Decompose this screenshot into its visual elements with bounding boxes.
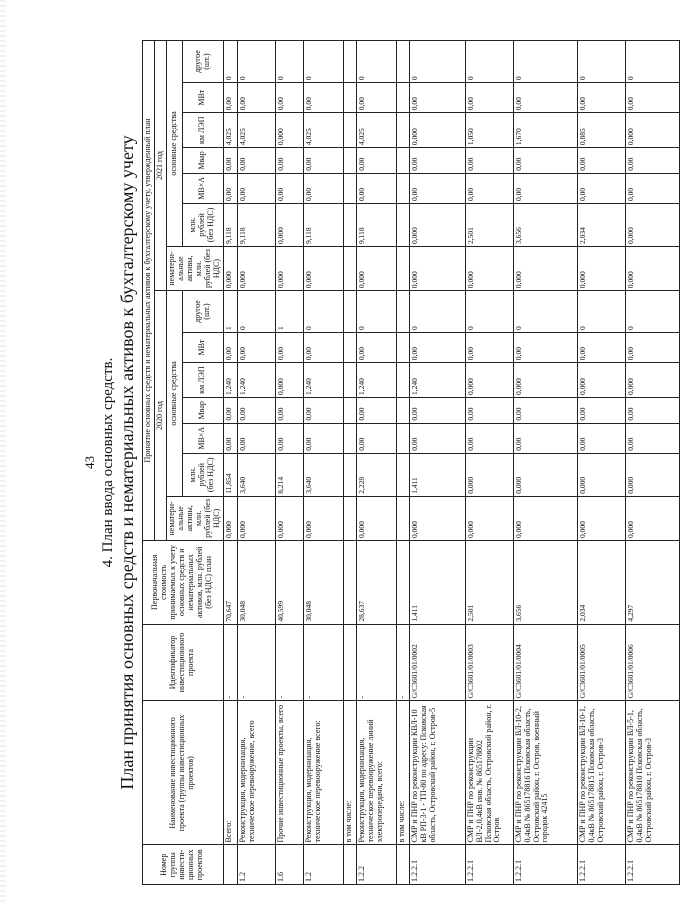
row-value — [396, 246, 409, 290]
row-num: 1.2 — [303, 845, 343, 885]
row-cost — [343, 540, 356, 624]
row-value — [396, 203, 409, 246]
row-value: 0,000 — [577, 363, 625, 398]
table-row — [409, 41, 465, 885]
row-value: 0,000 — [465, 246, 513, 290]
row-value — [396, 332, 409, 362]
row-value: 0,00 — [513, 83, 577, 113]
row-value: 0,00 — [409, 148, 465, 174]
row-value: 0 — [409, 41, 465, 83]
row-value: 0,00 — [513, 423, 577, 453]
row-value: 4,025 — [237, 113, 275, 148]
row-value: 0,000 — [465, 496, 513, 540]
row-name: Всего: — [223, 701, 237, 845]
row-value — [343, 332, 356, 362]
rotated-content — [80, 40, 653, 885]
row-value: 0,00 — [465, 332, 513, 362]
row-value: 0 — [465, 291, 513, 333]
row-value: 0,000 — [577, 246, 625, 290]
row-name: СМР и ПНР по реконструкции ВЛ-10-2, 0,4кВ № 865178816 Псковская область, Островский район, г. Остров, военный городок 42415 — [513, 701, 577, 845]
row-value: 0 — [577, 41, 625, 83]
row-cost: 3,656 — [513, 540, 577, 624]
header-mw-2020: МВт — [183, 332, 224, 362]
row-value — [343, 113, 356, 148]
row-value: 0,00 — [465, 398, 513, 424]
row-value: 0,00 — [223, 398, 237, 424]
row-cost: 2,501 — [465, 540, 513, 624]
row-value: 0 — [513, 291, 577, 333]
row-value — [396, 148, 409, 174]
row-value: 0,00 — [303, 83, 343, 113]
row-value: 0,00 — [223, 83, 237, 113]
row-value: 0,00 — [625, 173, 679, 203]
header-other-2021: другое (шт.) — [183, 41, 224, 83]
row-value: 0,000 — [409, 113, 465, 148]
table-row — [223, 41, 237, 885]
row-value: 0,00 — [409, 423, 465, 453]
row-value — [396, 363, 409, 398]
row-cost: 30,048 — [237, 540, 275, 624]
row-value: 1,240 — [223, 363, 237, 398]
row-value: 0,000 — [275, 496, 303, 540]
row-value: 11,854 — [223, 453, 237, 496]
row-num: 1.2.2 — [356, 845, 396, 885]
row-value: 0,00 — [237, 173, 275, 203]
row-value: 0,00 — [409, 83, 465, 113]
row-value — [343, 423, 356, 453]
row-id: G/C3601/01/0006 — [625, 624, 679, 701]
row-value: 0,00 — [465, 173, 513, 203]
row-value — [396, 291, 409, 333]
table-row — [356, 41, 396, 885]
row-name: в том числе: — [396, 701, 409, 845]
row-cost: 4,297 — [625, 540, 679, 624]
row-value: 0,00 — [356, 423, 396, 453]
table-row — [577, 41, 625, 885]
row-value: 0 — [625, 291, 679, 333]
row-value — [343, 291, 356, 333]
row-value: 0,00 — [303, 398, 343, 424]
header-intangible-2021: нематери-альные активы, млн. рублей (без НДС) — [166, 246, 223, 290]
row-value: 0 — [625, 41, 679, 83]
row-value: 4,025 — [356, 113, 396, 148]
row-value: 0,00 — [577, 398, 625, 424]
row-value: 0,00 — [356, 83, 396, 113]
row-value: 0,00 — [513, 398, 577, 424]
row-num: 1.2.2.1 — [513, 845, 577, 885]
row-value: 0,000 — [577, 496, 625, 540]
row-value: 0,000 — [303, 496, 343, 540]
row-value: 0,000 — [513, 496, 577, 540]
row-value: 0,00 — [625, 398, 679, 424]
row-value — [396, 453, 409, 496]
row-name: Прочие инвестиционные проекты, всего — [275, 701, 303, 845]
row-value: 0,000 — [465, 363, 513, 398]
row-id: - — [356, 624, 396, 701]
row-value: 3,640 — [237, 453, 275, 496]
row-value: 4,025 — [303, 113, 343, 148]
header-km-2021: км ЛЭП — [183, 113, 224, 148]
row-value: 0,00 — [356, 173, 396, 203]
row-value: 9,118 — [303, 203, 343, 246]
row-value: 0,00 — [356, 332, 396, 362]
section-title: 4. План ввода основных средств. — [100, 357, 116, 568]
row-cost: 1,411 — [409, 540, 465, 624]
row-value: 0,000 — [409, 496, 465, 540]
row-value: 0,00 — [409, 332, 465, 362]
row-value: 2,501 — [465, 203, 513, 246]
row-value: 0,00 — [465, 148, 513, 174]
row-value: 1,411 — [409, 453, 465, 496]
row-value: 0,00 — [237, 148, 275, 174]
row-value — [343, 41, 356, 83]
header-year-2021: 2021 год — [154, 41, 166, 291]
row-value: 0 — [303, 41, 343, 83]
row-value: 0,000 — [237, 246, 275, 290]
row-name: в том числе: — [343, 701, 356, 845]
row-id: G/C3601/01/0002 — [409, 624, 465, 701]
header-num: Номер группы инвести-ционных проектов — [143, 845, 224, 885]
row-value — [343, 453, 356, 496]
row-value: 0,000 — [223, 496, 237, 540]
row-value: 0 — [409, 291, 465, 333]
header-mvar-2021: Мвар — [183, 148, 224, 174]
row-value: 1,240 — [303, 363, 343, 398]
header-mvar-2020: Мвар — [183, 398, 224, 424]
header-plan-group: Принятие основных средств и нематериальных активов к бухгалтерскому учету, утвержденный план — [143, 41, 155, 541]
row-value: 1,240 — [356, 363, 396, 398]
row-value: 9,118 — [223, 203, 237, 246]
header-mw-2021: МВт — [183, 83, 224, 113]
row-id: G/C3601/01/0005 — [577, 624, 625, 701]
row-value: 4,025 — [223, 113, 237, 148]
row-id: G/C3601/01/0003 — [465, 624, 513, 701]
row-value: 0,00 — [303, 148, 343, 174]
header-rub-2021: млн. рублей (без НДС) — [183, 203, 224, 246]
row-id: - — [223, 624, 237, 701]
row-cost: 28,637 — [356, 540, 396, 624]
row-value — [343, 148, 356, 174]
row-value: 1 — [223, 291, 237, 333]
row-value: 0,00 — [223, 173, 237, 203]
row-value: 0,00 — [577, 332, 625, 362]
row-num: 1.2 — [237, 845, 275, 885]
row-value: 1,670 — [513, 113, 577, 148]
row-value: 9,118 — [237, 203, 275, 246]
plan-table — [142, 40, 680, 885]
header-km-2020: км ЛЭП — [183, 363, 224, 398]
row-value: 8,214 — [275, 453, 303, 496]
row-value: 0 — [237, 291, 275, 333]
row-value — [396, 423, 409, 453]
row-value: 0 — [513, 41, 577, 83]
row-id: G/C3601/01/0004 — [513, 624, 577, 701]
row-value — [343, 83, 356, 113]
row-value: 0,000 — [625, 363, 679, 398]
row-value: 0,00 — [275, 148, 303, 174]
row-value: 0,00 — [275, 332, 303, 362]
row-name: СМР и ПНР по реконструкции КВЛ-10 кВ РП-3-1 - ТП-80 по адресу: Псковская область, Островский район, г. Остров-5 — [409, 701, 465, 845]
row-value: 0,000 — [356, 496, 396, 540]
row-value — [343, 398, 356, 424]
row-value: 0 — [223, 41, 237, 83]
row-value: 0,000 — [275, 113, 303, 148]
table-row — [513, 41, 577, 885]
table-row — [396, 41, 409, 885]
row-value: 0,000 — [356, 246, 396, 290]
header-cost: Первоначальная стоимость принимаемых к учету основных средств и нематериальных активов, млн. рублей (без НДС) план — [143, 540, 224, 624]
row-id: - — [237, 624, 275, 701]
row-value: 0,00 — [465, 423, 513, 453]
table-title: План принятия основных средств и нематериальных активов к бухгалтерскому учету — [117, 135, 137, 790]
row-value: 0,000 — [513, 453, 577, 496]
header-fixed-2020: основные средства — [166, 291, 182, 497]
row-value — [343, 203, 356, 246]
row-value: 0,000 — [303, 246, 343, 290]
row-value: 0 — [577, 291, 625, 333]
row-value: 0 — [356, 291, 396, 333]
row-value: 0,00 — [237, 332, 275, 362]
row-name: Реконструкция, модернизация, техническое перевооружение всего: — [303, 701, 343, 845]
row-value: 0,00 — [625, 423, 679, 453]
row-value: 0,00 — [303, 332, 343, 362]
table-row — [465, 41, 513, 885]
row-value: 0 — [303, 291, 343, 333]
row-value — [396, 398, 409, 424]
row-id: - — [275, 624, 303, 701]
row-value: 0,00 — [223, 148, 237, 174]
header-id: Идентификатор инвестиционного проекта — [143, 624, 224, 701]
row-value: 0,00 — [223, 332, 237, 362]
row-value: 0,00 — [577, 423, 625, 453]
row-value: 0,000 — [409, 203, 465, 246]
table-row — [275, 41, 303, 885]
row-value: 0 — [465, 41, 513, 83]
row-value: 0,00 — [237, 423, 275, 453]
row-value — [396, 496, 409, 540]
row-num — [396, 845, 409, 885]
row-cost: 2,034 — [577, 540, 625, 624]
row-value: 1,240 — [409, 363, 465, 398]
row-value: 0,000 — [409, 246, 465, 290]
row-num: 1.2.2.1 — [409, 845, 465, 885]
header-rub-2020: млн. рублей (без НДС) — [183, 453, 224, 496]
row-value: 1,240 — [237, 363, 275, 398]
row-value — [343, 246, 356, 290]
header-year-2020: 2020 год — [154, 291, 166, 541]
header-mva-2021: МВ×А — [183, 173, 224, 203]
row-value — [396, 173, 409, 203]
row-cost: 30,048 — [303, 540, 343, 624]
row-cost — [396, 540, 409, 624]
row-name: СМР и ПНР по реконструкции ВЛ-10-1, 0,4кВ № 865178815 Псковская область, Островский район, г. Остров-3 — [577, 701, 625, 845]
row-value: 0,00 — [577, 83, 625, 113]
row-value — [396, 113, 409, 148]
scan-edge — [0, 0, 6, 905]
row-value: 0 — [275, 41, 303, 83]
row-value: 0,00 — [237, 83, 275, 113]
row-value: 0,000 — [625, 203, 679, 246]
row-value — [343, 363, 356, 398]
row-value: 0,000 — [465, 453, 513, 496]
row-value: 0,000 — [625, 496, 679, 540]
row-value: 0,885 — [577, 113, 625, 148]
row-value: 1 — [275, 291, 303, 333]
row-value: 1,050 — [465, 113, 513, 148]
table-row — [625, 41, 679, 885]
row-value: 0,00 — [625, 83, 679, 113]
row-value: 0,00 — [625, 332, 679, 362]
row-value: 0,000 — [237, 496, 275, 540]
row-value — [396, 83, 409, 113]
row-value: 0,00 — [303, 173, 343, 203]
table-body — [223, 41, 679, 885]
row-name: СМР и ПНР по реконструкции ВЛ-5-1, 0,4кВ № 865178810 Псковская область, Островский район, г. Остров-3 — [625, 701, 679, 845]
row-value: 0,00 — [356, 398, 396, 424]
row-num — [223, 845, 237, 885]
row-value: 0,00 — [577, 173, 625, 203]
row-value: 0,00 — [275, 398, 303, 424]
row-value: 0,000 — [275, 363, 303, 398]
row-value: 0,00 — [625, 148, 679, 174]
row-value: 0,00 — [275, 423, 303, 453]
row-num: 1.2.2.1 — [465, 845, 513, 885]
row-num: 1.2.2.1 — [577, 845, 625, 885]
row-value: 0,00 — [465, 83, 513, 113]
row-name: Реконструкция, модернизация, техническое перевооружение линий электропередачи, всего: — [356, 701, 396, 845]
row-value: 0,000 — [625, 453, 679, 496]
row-num: 1.2.2.1 — [625, 845, 679, 885]
row-value: 3,640 — [303, 453, 343, 496]
row-value: 0,000 — [625, 113, 679, 148]
row-value: 0,00 — [275, 173, 303, 203]
row-value: 9,118 — [356, 203, 396, 246]
row-value: 0,00 — [513, 332, 577, 362]
header-name: Наименование инвестиционного проекта (группы инвестиционных проектов) — [143, 701, 224, 845]
row-num: 1.6 — [275, 845, 303, 885]
row-value: 0,000 — [625, 246, 679, 290]
row-value: 2,034 — [577, 203, 625, 246]
row-value: 0,00 — [577, 148, 625, 174]
row-value: 0 — [237, 41, 275, 83]
row-value — [343, 496, 356, 540]
row-value: 0,00 — [513, 148, 577, 174]
header-fixed-2021: основные средства — [166, 41, 182, 247]
row-value: 0,00 — [275, 83, 303, 113]
row-value: 0,00 — [409, 173, 465, 203]
row-value: 0,000 — [513, 363, 577, 398]
row-id: - — [396, 624, 409, 701]
table-row — [237, 41, 275, 885]
row-value: 0,00 — [223, 423, 237, 453]
header-intangible-2020: нематери-альные активы, млн. рублей (без НДС) — [166, 496, 223, 540]
header-mva-2020: МВ×А — [183, 423, 224, 453]
row-value: 0,000 — [577, 453, 625, 496]
row-name: Реконструкция, модернизация, техническое перевооружение, всего — [237, 701, 275, 845]
row-cost: 40,599 — [275, 540, 303, 624]
row-value: 0,000 — [275, 246, 303, 290]
row-value: 0,000 — [513, 246, 577, 290]
row-cost: 70,647 — [223, 540, 237, 624]
row-value — [396, 41, 409, 83]
row-value: 0 — [356, 41, 396, 83]
row-name: СМР и ПНР по реконструкции ВЛ-2,0,4кВ инв. № 865178802 Псковская область, Островский район, г. Остров — [465, 701, 513, 845]
row-value: 2,228 — [356, 453, 396, 496]
row-value: 0,00 — [513, 173, 577, 203]
header-other-2020: другое (шт.) — [183, 291, 224, 333]
table-row — [343, 41, 356, 885]
row-value: 0,00 — [303, 423, 343, 453]
row-value: 0,00 — [409, 398, 465, 424]
row-value: 3,656 — [513, 203, 577, 246]
row-id: - — [303, 624, 343, 701]
row-id — [343, 624, 356, 701]
row-value: 0,000 — [275, 203, 303, 246]
row-value: 0,00 — [356, 148, 396, 174]
row-value — [343, 173, 356, 203]
page-number: 43 — [82, 456, 97, 469]
row-value: 0,00 — [237, 398, 275, 424]
row-num — [343, 845, 356, 885]
row-value: 0,000 — [223, 246, 237, 290]
table-row — [303, 41, 343, 885]
